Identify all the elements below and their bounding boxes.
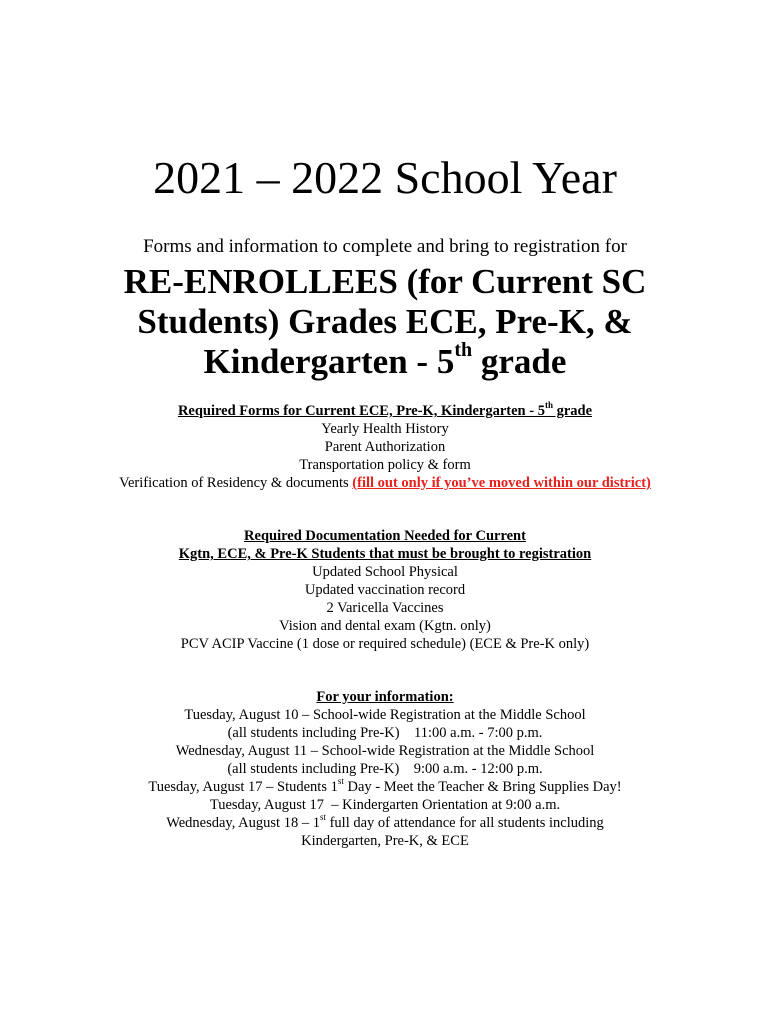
- residency-text: Verification of Residency & documents: [119, 475, 353, 491]
- page-title: 2021 – 2022 School Year: [153, 152, 617, 203]
- required-forms-heading-suffix: grade: [552, 403, 593, 419]
- required-forms-heading: [0, 402, 770, 420]
- required-documentation-section: [0, 527, 770, 653]
- information-heading: For your information:: [316, 689, 454, 705]
- headline-superscript: th: [454, 339, 473, 362]
- information-section: [0, 688, 770, 850]
- required-forms-heading-superscript: th: [544, 400, 553, 411]
- documentation-item: PCV ACIP Vaccine (1 dose or required schedule) (ECE & Pre-K only): [180, 636, 590, 652]
- documentation-item: Updated School Physical: [312, 564, 458, 580]
- required-forms-heading-text: Required Forms for Current ECE, Pre-K, Kindergarten - 5: [177, 403, 545, 419]
- page-subtitle: Forms and information to complete and bring to registration for: [143, 236, 627, 257]
- info-line: [0, 814, 770, 832]
- form-item: Yearly Health History: [321, 421, 449, 437]
- required-documentation-heading-line-1: Required Documentation Needed for Current: [244, 528, 526, 544]
- info-line: (all students including Pre-K) 9:00 a.m. - 12:00 p.m.: [227, 761, 543, 777]
- info-line-suffix: Day - Meet the Teacher & Bring Supplies Day!: [343, 779, 622, 795]
- form-item: Transportation policy & form: [299, 457, 471, 473]
- info-line: Tuesday, August 10 – School-wide Registration at the Middle School: [184, 707, 586, 723]
- info-line-suffix: full day of attendance for all students including: [325, 815, 604, 831]
- info-line: Kindergarten, Pre-K, & ECE: [301, 833, 469, 849]
- required-forms-section: [0, 402, 770, 492]
- info-superscript: st: [319, 812, 326, 823]
- headline-line-1: RE-ENROLLEES (for Current SC: [123, 262, 647, 301]
- headline-line-3: [0, 339, 770, 382]
- info-line: (all students including Pre-K) 11:00 a.m. - 7:00 p.m.: [227, 725, 543, 741]
- headline-line-3-text: Kindergarten - 5: [203, 342, 455, 381]
- headline-line-3-suffix: grade: [472, 342, 567, 381]
- info-line-text: Wednesday, August 18 – 1: [166, 815, 320, 831]
- required-documentation-heading-line-2: Kgtn, ECE, & Pre-K Students that must be brought to registration: [178, 546, 592, 562]
- residency-item: [0, 474, 770, 492]
- info-line: [0, 778, 770, 796]
- form-item: Parent Authorization: [324, 439, 446, 455]
- info-line: Wednesday, August 11 – School-wide Registration at the Middle School: [175, 743, 595, 759]
- info-line-text: Tuesday, August 17 – Students 1: [148, 779, 338, 795]
- headline: [0, 262, 770, 382]
- documentation-item: 2 Varicella Vaccines: [326, 600, 444, 616]
- residency-note: (fill out only if you’ve moved within our district): [352, 475, 651, 491]
- headline-line-2: Students) Grades ECE, Pre-K, &: [137, 302, 633, 341]
- info-line: Tuesday, August 17 – Kindergarten Orientation at 9:00 a.m.: [209, 797, 561, 813]
- documentation-item: Updated vaccination record: [304, 582, 466, 598]
- documentation-item: Vision and dental exam (Kgtn. only): [279, 618, 491, 634]
- info-superscript: st: [337, 776, 344, 787]
